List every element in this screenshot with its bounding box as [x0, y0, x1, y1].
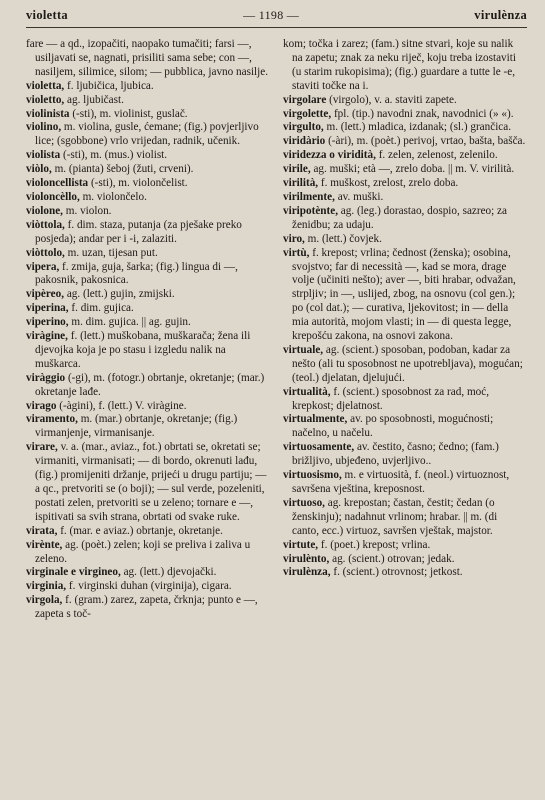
dictionary-entry [26, 261, 269, 289]
entry-definition: ag. (leg.) dorastao, dospio, sazreo; za ženidbu; za udaju. [292, 204, 507, 231]
entry-definition: f. (scient.) sposobnost za rad, moć, krepkost; djelatnost. [292, 385, 489, 412]
dictionary-entry [26, 163, 269, 177]
header-left-guideword: violetta [26, 8, 68, 22]
entry-definition: ag. (poèt.) zelen; koji se preliva i zaliva u zeleno. [35, 538, 251, 565]
entry-headword: virgulto, [283, 121, 324, 134]
dictionary-entry [283, 344, 526, 386]
entry-headword: virginale e virgineo, [26, 566, 121, 579]
dictionary-entry [283, 413, 526, 441]
entry-headword: virago [26, 399, 57, 412]
entry-headword: violista [26, 149, 61, 162]
entry-definition: ag. (lett.) gujin, zmijski. [64, 288, 175, 301]
entry-definition: av. po sposobnosti, mogućnosti; načelno, u načelu. [292, 413, 494, 440]
entry-definition: f. (gram.) zarez, zapeta, črknja; punto e —, zapeta s toč- [35, 594, 258, 621]
entry-definition: ag. krepostan; častan, čestit; čedan (o ženskinju); nadahnut vrlinom; hrabar. || m. (di canto, ecc.) virtuoz, savršen vještak, majstor. [292, 496, 498, 537]
entry-definition: av. muški. [334, 190, 384, 203]
dictionary-entry [283, 553, 526, 567]
entry-headword: virtuosismo, [283, 469, 342, 482]
dictionary-entry [26, 580, 269, 594]
entry-headword: violetto, [26, 93, 65, 106]
dictionary-entry [283, 205, 526, 233]
entry-headword: viòttolo, [26, 246, 65, 259]
dictionary-entry [26, 121, 269, 149]
entry-definition: m. (lett.) mladica, izdanak; (sl.) grančica. [323, 121, 512, 134]
entry-definition: f. (scient.) otrovnost; jetkost. [330, 566, 463, 579]
dictionary-entry [26, 247, 269, 261]
entry-headword: virare, [26, 441, 58, 454]
entry-headword: virilmente, [283, 190, 335, 203]
entry-headword: virtualità, [283, 385, 331, 398]
entry-headword: virtute, [283, 538, 319, 551]
entry-definition: m. dim. gujica. || ag. gujin. [68, 316, 191, 329]
dictionary-entry [283, 539, 526, 553]
entry-definition: kom; točka i zarez; (fam.) sitne stvari, koje su nalik na zapetu; znak za neku riječ, koju treba izostaviti (u starim rukopisima); (fig.) guardare a tutte le -e, staviti točke na i. [283, 38, 516, 92]
entry-definition: (-gi), m. (fotogr.) obrtanje, okretanje; (mar.) okretanje lađe. [35, 371, 265, 398]
entry-headword: viripotènte, [283, 204, 338, 217]
dictionary-entry [26, 80, 269, 94]
right-column [283, 38, 526, 622]
dictionary-entry [26, 594, 269, 622]
left-column [26, 38, 269, 622]
dictionary-entry [283, 469, 526, 497]
dictionary-entry [283, 38, 526, 94]
dictionary-entry [283, 121, 526, 135]
dictionary-entry [26, 219, 269, 247]
dictionary-entry [26, 525, 269, 539]
entry-headword: virtuale, [283, 343, 324, 356]
entry-headword: virgolare [283, 93, 327, 106]
entry-definition: f. zelen, zelenost, zelenilo. [375, 149, 498, 162]
dictionary-entry [283, 441, 526, 469]
dictionary-entry [26, 191, 269, 205]
entry-definition: (-sti), m. violinist, guslač. [69, 107, 188, 120]
entry-headword: virènte, [26, 538, 63, 551]
dictionary-entry [26, 94, 269, 108]
entry-headword: violone, [26, 204, 63, 217]
entry-headword: virtù, [283, 246, 310, 259]
entry-headword: viràgine, [26, 330, 68, 343]
dictionary-entry [26, 316, 269, 330]
dictionary-entry [26, 38, 269, 80]
dictionary-entry [26, 372, 269, 400]
entry-definition: m. violončelo. [79, 190, 147, 203]
dictionary-entry [283, 163, 526, 177]
dictionary-entry [283, 94, 526, 108]
entry-definition: f. ljubičica, ljubica. [64, 79, 154, 92]
entry-headword: violoncellista [26, 177, 89, 190]
dictionary-entry [26, 400, 269, 414]
page-number: — 1198 — [243, 8, 300, 22]
dictionary-entry [283, 247, 526, 344]
entry-definition: fpl. (tip.) navodni znak, navodnici (» «). [331, 107, 514, 120]
entry-definition: ag. (scient.) otrovan; jedak. [329, 552, 455, 565]
dictionary-entry [26, 205, 269, 219]
entry-definition: ag. ljubičast. [64, 93, 124, 106]
entry-headword: vipera, [26, 260, 60, 273]
entry-headword: viperino, [26, 316, 69, 329]
dictionary-entry [26, 330, 269, 372]
entry-definition: f. krepost; vrlina; čednost (ženska); osobina, svojstvo; far di necessità —, kad se mora, drage volje (učiniti nešto); aver —, biti hrabar, odvažan, strpljiv; in —, uslijed, zbog, na osnovu (col gen.); po (col dat.); — curativa, ljekovitost; in — della mia autorità, mojom vlasti; in — di questa legge, krepošću zakona, na osnovi zakona. [292, 246, 516, 343]
entry-definition: f. (lett.) muškobana, muškarača; žena ili djevojka koja je po stasu i izgledu nalik na muškarca. [35, 330, 251, 370]
entry-definition: m. (mar.) obrtanje, okretanje; (fig.) virmanjenje, virmanisanje. [35, 413, 238, 440]
entry-definition: m. (lett.) čovjek. [304, 232, 382, 245]
entry-headword: viridàrio [283, 135, 326, 148]
entry-definition: (-sti), m. violončelist. [88, 177, 188, 190]
entry-headword: viridezza o viridità, [283, 149, 376, 162]
dictionary-entry [283, 149, 526, 163]
entry-definition: v. a. (mar., aviaz., fot.) obrtati se, okretati se; virmaniti, virmanisati; — di bordo, okrenuti lađu, (fig.) promijeniti držanje, prijeći u drugu partiju; — a qc., pretvoriti se (o boji); — sul verde, pozeleniti, postati zelen, pretvoriti se u zeleno; tornare e —, ispitivati sa svih strana, obrtati od svake ruke. [35, 441, 267, 523]
entry-headword: vipèreo, [26, 288, 65, 301]
entry-headword: virulènto, [283, 552, 330, 565]
entry-headword: virile, [283, 163, 311, 176]
entry-headword: virginia, [26, 580, 67, 593]
dictionary-entry [283, 233, 526, 247]
entry-headword: virgolette, [283, 107, 332, 120]
entry-headword: viràggio [26, 371, 66, 384]
page-header [26, 8, 527, 28]
entry-definition: (virgolo), v. a. staviti zapete. [326, 93, 457, 106]
entry-definition: m. violon. [62, 204, 112, 217]
entry-headword: viperina, [26, 302, 69, 315]
entry-definition: m. violina, gusle, ćemane; (fig.) povjerljivo lice; (sgobbone) vrlo vrijedan, radnik, učenik. [35, 121, 259, 148]
entry-definition: av. čestito, časno; čedno; (fam.) brižljivo, ubjeđeno, uvjerljivo.. [292, 441, 499, 468]
entry-definition: (-àri), m. (poèt.) perivoj, vrtao, bašta, bašča. [325, 135, 526, 148]
entry-definition: (-àgini), f. (lett.) V. viràgine. [56, 399, 187, 412]
entry-definition: (-sti), m. (mus.) violist. [60, 149, 168, 162]
dictionary-entry [26, 149, 269, 163]
entry-headword: virtuosamente, [283, 441, 355, 454]
dictionary-entry [26, 177, 269, 191]
entry-headword: violino, [26, 121, 62, 134]
entry-definition: f. zmija, guja, šarka; (fig.) lingua di —, pakosnik, pakosnica. [35, 260, 238, 287]
entry-headword: virtuoso, [283, 496, 325, 509]
dictionary-entry [26, 566, 269, 580]
dictionary-entry [26, 413, 269, 441]
entry-definition: f. dim. gujica. [68, 302, 134, 315]
dictionary-entry [26, 441, 269, 524]
dictionary-entry [283, 177, 526, 191]
dictionary-entry [283, 566, 526, 580]
entry-headword: virilità, [283, 177, 319, 190]
entry-headword: virtualmente, [283, 413, 348, 426]
columns [26, 38, 527, 622]
entry-definition: f. muškost, zrelost, zrelo doba. [318, 177, 459, 190]
dictionary-entry [26, 539, 269, 567]
entry-headword: violinista [26, 107, 70, 120]
dictionary-entry [283, 191, 526, 205]
entry-headword: virata, [26, 524, 58, 537]
dictionary-entry [283, 386, 526, 414]
entry-headword: virulènza, [283, 566, 331, 579]
dictionary-entry [26, 302, 269, 316]
header-right-guideword: virulènza [474, 8, 527, 22]
entry-headword: viramento, [26, 413, 78, 426]
entry-definition: f. (mar. e aviaz.) obrtanje, okretanje. [57, 524, 223, 537]
dictionary-entry [283, 108, 526, 122]
entry-definition: fare — a qd., izopačiti, naopako tumačiti; farsi —, usiljavati se, nagnati, prisiliti sama sebe; con —, nasiljem, silimice, silom; — pubblica, javno nasilje. [26, 38, 269, 78]
entry-headword: viro, [283, 232, 305, 245]
dictionary-entry [283, 497, 526, 539]
entry-definition: m. e virtuosità, f. (neol.) virtuoznost, savršena vještina, kreposnost. [292, 469, 510, 495]
entry-definition: m. (pianta) šeboj (žuti, crveni). [51, 163, 194, 176]
entry-definition: f. virginski duhan (virginija), cigara. [66, 580, 232, 593]
entry-definition: f. dim. staza, putanja (za pješake preko posjeda); andar per i -i, zalaziti. [35, 218, 242, 245]
entry-definition: m. uzan, tijesan put. [64, 246, 158, 259]
entry-definition: ag. (lett.) djevojački. [120, 566, 217, 579]
entry-headword: violetta, [26, 79, 65, 92]
entry-definition: f. (poet.) krepost; vrlina. [318, 538, 431, 551]
dictionary-entry [26, 108, 269, 122]
entry-headword: viòlo, [26, 163, 52, 176]
entry-headword: viòttola, [26, 218, 65, 231]
entry-definition: ag. (scient.) sposoban, podoban, kadar za nešto (ali tu sposobnost ne upotrebljava), mogućan; (teol.) djelatan, djelujući. [292, 343, 523, 384]
entry-definition: ag. muški; età —, zrelo doba. || m. V. virilità. [310, 163, 515, 176]
entry-headword: violoncèllo, [26, 190, 80, 203]
entry-headword: virgola, [26, 594, 63, 607]
dictionary-entry [283, 135, 526, 149]
dictionary-entry [26, 288, 269, 302]
